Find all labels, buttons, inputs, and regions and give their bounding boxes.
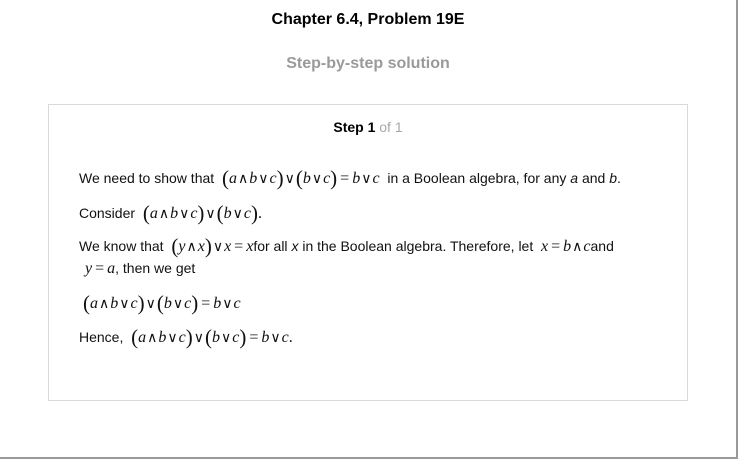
text-we-know: We know that — [79, 238, 164, 254]
math-conclusion: (a∧b∨c)∨(b∨c) = b∨c. — [131, 325, 293, 349]
math-consider-expression: (a∧b∨c)∨(b∨c). — [142, 201, 263, 225]
text-therefore-let: in the Boolean algebra. Therefore, let — [302, 238, 534, 254]
text-show: We need to show that — [79, 170, 215, 186]
solution-line-1 — [79, 166, 621, 191]
text-period: . — [616, 170, 621, 186]
solution-line-2 — [79, 201, 262, 226]
chapter-problem-title: Chapter 6.4, Problem 19E — [271, 11, 465, 28]
text-for-all: for all — [253, 238, 288, 254]
solution-line-5 — [83, 291, 241, 316]
step-label: Step 1 — [333, 119, 376, 135]
solution-line-4 — [85, 260, 195, 278]
step-count: of 1 — [379, 119, 403, 135]
math-absorption-law: (y∧x)∨x = x — [171, 234, 254, 258]
solution-step-card — [48, 104, 688, 401]
solution-subtitle: Step-by-step solution — [286, 55, 450, 72]
var-x: x — [291, 238, 299, 254]
step-header — [49, 119, 687, 135]
text-consider: Consider — [79, 205, 136, 221]
math-derived-equation: (a∧b∨c)∨(b∨c) = b∨c — [83, 291, 241, 315]
solution-line-3 — [79, 234, 614, 259]
text-boolean-algebra: in a Boolean algebra, for any — [387, 170, 567, 186]
math-y-substitution: y = a — [85, 260, 116, 277]
var-b: b — [609, 170, 617, 186]
math-goal-equation: (a∧b∨c)∨(b∨c) = b∨c — [221, 166, 380, 190]
math-x-substitution: x = b∧c — [541, 238, 591, 255]
text-hence: Hence, — [79, 329, 124, 345]
text-and-2: and — [590, 238, 614, 254]
text-then-we-get: , then we get — [115, 260, 196, 276]
text-and: and — [581, 170, 606, 186]
var-a: a — [570, 170, 579, 186]
solution-line-6 — [79, 325, 293, 350]
